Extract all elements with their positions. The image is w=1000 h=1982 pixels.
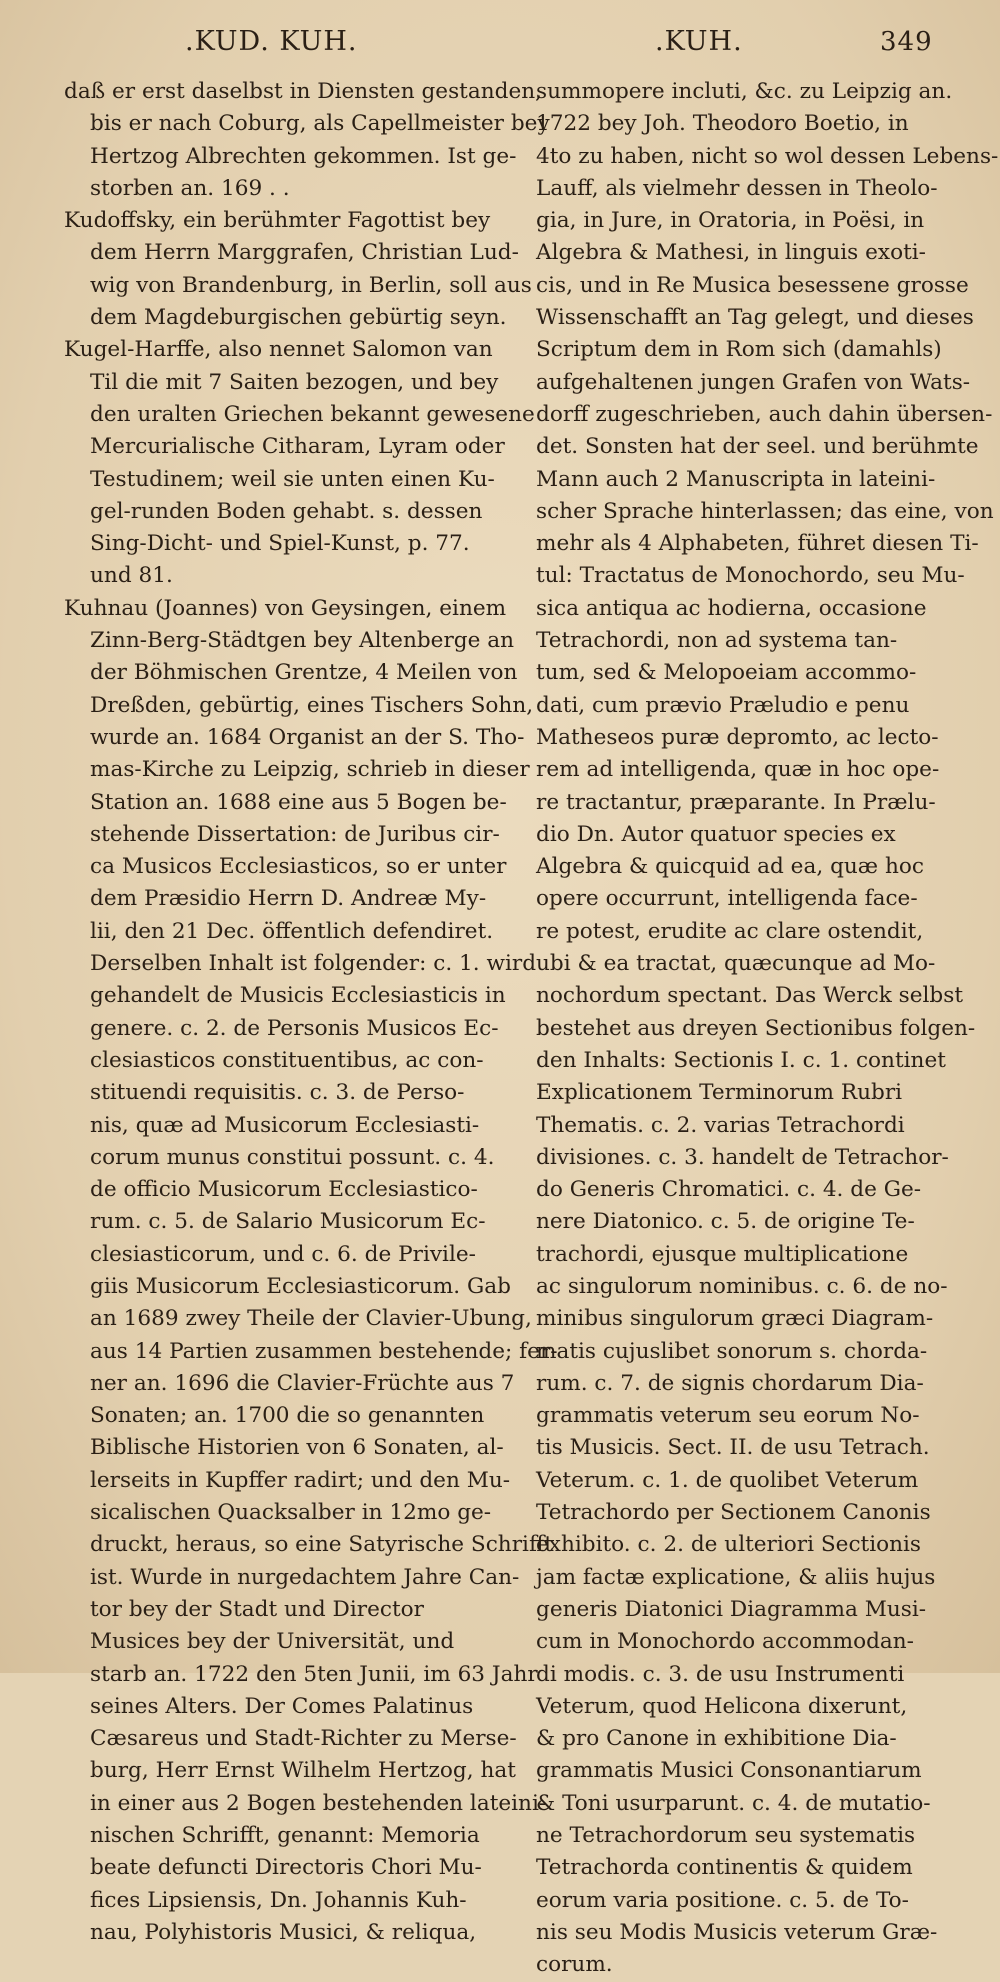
right-column bbox=[536, 76, 999, 1982]
text-line: trachordi, ejusque multiplicatione bbox=[536, 1241, 909, 1267]
text-line: Testudinem; weil sie unten einen Ku- bbox=[90, 466, 495, 492]
text-line: storben an. 169 . . bbox=[90, 175, 290, 201]
text-line: Kugel-Harffe, also nennet Salomon van bbox=[64, 337, 493, 363]
text-line: rum. c. 5. de Salario Musicorum Ec- bbox=[90, 1209, 486, 1235]
text-line: gel-runden Boden gehabt. s. dessen bbox=[90, 498, 483, 524]
text-line: generis Diatonici Diagramma Musi- bbox=[536, 1596, 927, 1622]
text-line: 1722 bey Joh. Theodoro Boetio, in bbox=[536, 111, 909, 137]
text-line: an 1689 zwey Theile der Clavier-Ubung, bbox=[90, 1306, 532, 1332]
text-line: re tractantur, præparante. In Prælu- bbox=[536, 789, 936, 815]
text-line: clesiasticorum, und c. 6. de Privile- bbox=[90, 1241, 476, 1267]
text-line: ubi & ea tractat, quæcunque ad Mo- bbox=[536, 951, 936, 977]
text-line: di modis. c. 3. de usu Instrumenti bbox=[536, 1661, 905, 1687]
text-line: dio Dn. Autor quatuor species ex bbox=[536, 821, 896, 847]
text-line: aus 14 Partien zusammen bestehende; fer- bbox=[90, 1338, 558, 1364]
left-column bbox=[64, 76, 558, 1949]
text-line: lerseits in Kupffer radirt; und den Mu- bbox=[90, 1467, 511, 1493]
text-line: bestehet aus dreyen Sectionibus folgen- bbox=[536, 1015, 976, 1041]
text-line: rum. c. 7. de signis chordarum Dia- bbox=[536, 1370, 924, 1396]
text-line: Thematis. c. 2. varias Tetrachordi bbox=[536, 1112, 905, 1138]
text-line: tis Musicis. Sect. II. de usu Tetrach. bbox=[536, 1435, 930, 1461]
text-line: mas-Kirche zu Leipzig, schrieb in dieser bbox=[90, 757, 530, 783]
text-line: Kudoffsky, ein berühmter Fagottist bey bbox=[64, 208, 491, 234]
text-line: ne Tetrachordorum seu systematis bbox=[536, 1823, 916, 1849]
text-line: tum, sed & Melopoeiam accommo- bbox=[536, 660, 917, 686]
text-line: beate defuncti Directoris Chori Mu- bbox=[90, 1855, 482, 1881]
text-line: Dreßden, gebürtig, eines Tischers Sohn, bbox=[90, 692, 534, 718]
text-line: ist. Wurde in nurgedachtem Jahre Can- bbox=[90, 1564, 520, 1590]
text-line: 4to zu haben, nicht so wol dessen Lebens- bbox=[536, 143, 999, 169]
text-line: tor bey der Stadt und Director bbox=[90, 1596, 424, 1622]
text-line: minibus singulorum græci Diagram- bbox=[536, 1306, 934, 1332]
text-line: gehandelt de Musicis Ecclesiasticis in bbox=[90, 983, 506, 1009]
text-line: wurde an. 1684 Organist an der S. Tho- bbox=[90, 724, 525, 750]
text-line: corum munus constitui possunt. c. 4. bbox=[90, 1144, 495, 1170]
text-line: Tetrachordo per Sectionem Canonis bbox=[536, 1500, 931, 1526]
text-line: & pro Canone in exhibitione Dia- bbox=[536, 1726, 897, 1752]
text-line: lii, den 21 Dec. öffentlich defendiret. bbox=[90, 918, 494, 944]
text-line: cis, und in Re Musica besessene grosse bbox=[536, 272, 969, 298]
text-line: fices Lipsiensis, Dn. Johannis Kuh- bbox=[90, 1887, 467, 1913]
text-line: Til die mit 7 Saiten bezogen, und bey bbox=[90, 369, 499, 395]
text-line: daß er erst daselbst in Diensten gestanden, bbox=[64, 79, 542, 104]
text-line: Hertzog Albrechten gekommen. Ist ge- bbox=[90, 143, 517, 169]
text-line: Sing-Dicht- und Spiel-Kunst, p. 77. bbox=[90, 531, 470, 557]
text-line: nis seu Modis Musicis veterum Græ- bbox=[536, 1919, 938, 1945]
text-line: Scriptum dem in Rom sich (damahls) bbox=[536, 337, 942, 363]
text-line: cum in Monochordo accommodan- bbox=[536, 1629, 914, 1655]
text-line: grammatis Musici Consonantiarum bbox=[536, 1758, 922, 1784]
text-line: Biblische Historien von 6 Sonaten, al- bbox=[90, 1435, 504, 1461]
text-line: stehende Dissertation: de Juribus cir- bbox=[90, 821, 500, 847]
text-line: dem Præsidio Herrn D. Andreæ My- bbox=[90, 886, 487, 912]
text-line: Mercurialische Citharam, Lyram oder bbox=[90, 434, 505, 460]
text-line: genere. c. 2. de Personis Musicos Ec- bbox=[90, 1015, 499, 1041]
text-line: de officio Musicorum Ecclesiastico- bbox=[90, 1177, 478, 1203]
text-line: bis er nach Coburg, als Capellmeister bey bbox=[90, 111, 550, 137]
text-line: dorff zugeschrieben, auch dahin übersen- bbox=[536, 401, 993, 427]
text-line: giis Musicorum Ecclesiasticorum. Gab bbox=[90, 1273, 511, 1299]
text-line: tul: Tractatus de Monochordo, seu Mu- bbox=[536, 563, 965, 589]
text-line: Sonaten; an. 1700 die so genannten bbox=[90, 1403, 485, 1429]
text-line: Explicationem Terminorum Rubri bbox=[536, 1080, 903, 1106]
text-line: dem Magdeburgischen gebürtig seyn. bbox=[90, 305, 507, 331]
text-line: ac singulorum nominibus. c. 6. de no- bbox=[536, 1273, 948, 1299]
text-line: opere occurrunt, intelligenda face- bbox=[536, 886, 918, 912]
text-line: aufgehaltenen jungen Grafen von Wats- bbox=[536, 369, 971, 395]
text-line: summopere incluti, &c. zu Leipzig an. bbox=[536, 79, 953, 104]
text-line: det. Sonsten hat der seel. und berühmte bbox=[536, 434, 979, 460]
text-line: ca Musicos Ecclesiasticos, so er unter bbox=[90, 854, 507, 880]
text-line: & Toni usurparunt. c. 4. de mutatio- bbox=[536, 1790, 931, 1816]
text-line: Lauff, als vielmehr dessen in Theolo- bbox=[536, 175, 938, 201]
text-line: Tetrachorda continentis & quidem bbox=[536, 1855, 913, 1881]
text-line: Mann auch 2 Manuscripta in lateini- bbox=[536, 466, 936, 492]
text-line: Cæsareus und Stadt-Richter zu Merse- bbox=[90, 1726, 517, 1752]
text-line: scher Sprache hinterlassen; das eine, von bbox=[536, 498, 994, 524]
text-line: do Generis Chromatici. c. 4. de Ge- bbox=[536, 1177, 922, 1203]
text-line: rem ad intelligenda, quæ in hoc ope- bbox=[536, 757, 940, 783]
text-line: nere Diatonico. c. 5. de origine Te- bbox=[536, 1209, 915, 1235]
text-line: exhibito. c. 2. de ulteriori Sectionis bbox=[536, 1532, 922, 1558]
text-line: grammatis veterum seu eorum No- bbox=[536, 1403, 920, 1429]
text-line: Tetrachordi, non ad systema tan- bbox=[536, 628, 898, 654]
text-line: und 81. bbox=[90, 563, 173, 589]
text-line: Algebra & quicquid ad ea, quæ hoc bbox=[536, 854, 924, 880]
text-line: Derselben Inhalt ist folgender: c. 1. wird bbox=[90, 951, 537, 977]
text-line: seines Alters. Der Comes Palatinus bbox=[90, 1693, 474, 1719]
text-line: nischen Schrifft, genannt: Memoria bbox=[90, 1823, 480, 1849]
text-line: ner an. 1696 die Clavier-Früchte aus 7 bbox=[90, 1370, 515, 1396]
page-number: 349 bbox=[880, 27, 933, 57]
text-line: den Inhalts: Sectionis I. c. 1. continet bbox=[536, 1047, 946, 1073]
text-line: Veterum, quod Helicona dixerunt, bbox=[536, 1693, 908, 1719]
text-line: druckt, heraus, so eine Satyrische Schrifft bbox=[90, 1532, 553, 1558]
text-line: Veterum. c. 1. de quolibet Veterum bbox=[536, 1467, 919, 1493]
text-line: nau, Polyhistoris Musici, & reliqua, bbox=[90, 1919, 477, 1945]
text-line: corum. bbox=[536, 1952, 613, 1978]
text-line: sicalischen Quacksalber in 12mo ge- bbox=[90, 1500, 492, 1526]
text-line: re potest, erudite ac clare ostendit, bbox=[536, 918, 924, 944]
text-line: mehr als 4 Alphabeten, führet diesen Ti- bbox=[536, 531, 979, 557]
text-line: Wissenschafft an Tag gelegt, und dieses bbox=[536, 305, 974, 331]
text-line: jam factæ explicatione, & aliis hujus bbox=[536, 1564, 936, 1590]
text-line: eorum varia positione. c. 5. de To- bbox=[536, 1887, 909, 1913]
text-line: Musices bey der Universität, und bbox=[90, 1629, 455, 1655]
text-line: wig von Brandenburg, in Berlin, soll aus bbox=[90, 272, 532, 298]
text-line: clesiasticos constituentibus, ac con- bbox=[90, 1047, 484, 1073]
text-line: Zinn-Berg-Städtgen bey Altenberge an bbox=[90, 628, 515, 654]
text-line: dati, cum prævio Præludio e penu bbox=[536, 692, 910, 718]
text-line: in einer aus 2 Bogen bestehenden lateini- bbox=[90, 1790, 547, 1816]
text-line: Matheseos puræ depromto, ac lecto- bbox=[536, 724, 939, 750]
text-line: divisiones. c. 3. handelt de Tetrachor- bbox=[536, 1144, 949, 1170]
text-line: sica antiqua ac hodierna, occasione bbox=[536, 595, 927, 621]
text-line: nochordum spectant. Das Werck selbst bbox=[536, 983, 964, 1009]
header-left-catchwords: .KUD. KUH. bbox=[185, 26, 358, 57]
text-line: burg, Herr Ernst Wilhelm Hertzog, hat bbox=[90, 1758, 516, 1784]
text-line: gia, in Jure, in Oratoria, in Poësi, in bbox=[536, 208, 925, 234]
text-line: stituendi requisitis. c. 3. de Perso- bbox=[90, 1080, 465, 1106]
text-line: Kuhnau (Joannes) von Geysingen, einem bbox=[64, 595, 507, 621]
header-right-catchword: .KUH. bbox=[655, 26, 743, 57]
text-line: nis, quæ ad Musicorum Ecclesiasti- bbox=[90, 1112, 480, 1138]
text-line: der Böhmischen Grentze, 4 Meilen von bbox=[90, 660, 518, 686]
running-header bbox=[0, 22, 1000, 62]
text-line: Station an. 1688 eine aus 5 Bogen be- bbox=[90, 789, 507, 815]
text-line: starb an. 1722 den 5ten Junii, im 63 Jahr bbox=[90, 1661, 538, 1687]
text-line: dem Herrn Marggrafen, Christian Lud- bbox=[90, 240, 519, 266]
text-line: Algebra & Mathesi, in linguis exoti- bbox=[536, 240, 926, 266]
text-line: matis cujuslibet sonorum s. chorda- bbox=[536, 1338, 928, 1364]
text-line: den uralten Griechen bekannt gewesene bbox=[90, 401, 535, 427]
